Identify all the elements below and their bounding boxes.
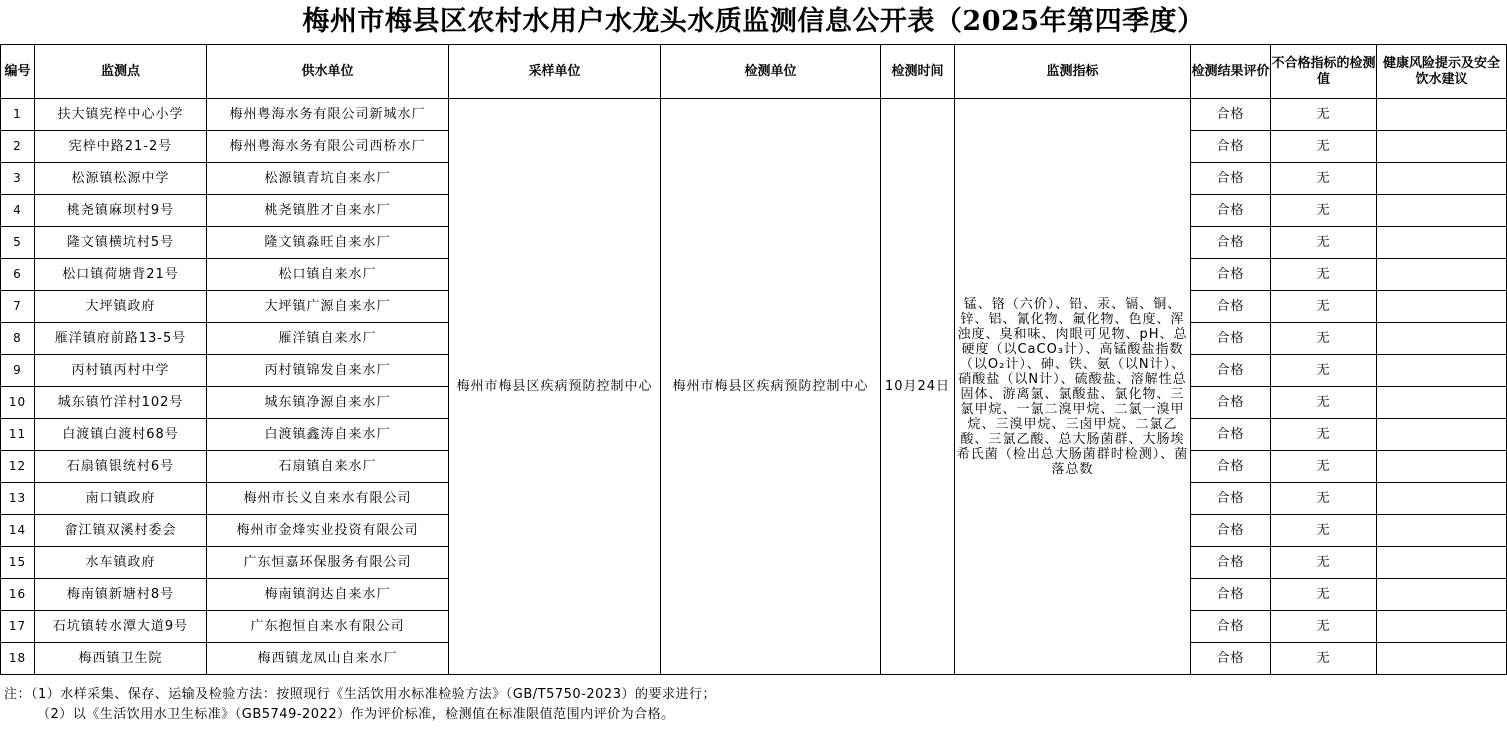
water-supplier: 桃尧镇胜才自来水厂 xyxy=(207,195,449,227)
result-evaluation: 合格 xyxy=(1191,419,1271,451)
row-number: 4 xyxy=(1,195,35,227)
result-evaluation: 合格 xyxy=(1191,227,1271,259)
footnote-2 xyxy=(4,705,1504,725)
result-evaluation: 合格 xyxy=(1191,195,1271,227)
result-evaluation: 合格 xyxy=(1191,451,1271,483)
unqualified-value: 无 xyxy=(1271,451,1377,483)
header-supplier: 供水单位 xyxy=(207,45,449,99)
water-supplier: 梅南镇润达自来水厂 xyxy=(207,579,449,611)
header-tester: 检测单位 xyxy=(661,45,881,99)
unqualified-value: 无 xyxy=(1271,515,1377,547)
monitoring-site: 隆文镇横坑村5号 xyxy=(35,227,207,259)
row-number: 3 xyxy=(1,163,35,195)
unqualified-value: 无 xyxy=(1271,131,1377,163)
header-unqualified: 不合格指标的检测值 xyxy=(1271,45,1377,99)
result-evaluation: 合格 xyxy=(1191,579,1271,611)
row-number: 2 xyxy=(1,131,35,163)
unqualified-value: 无 xyxy=(1271,611,1377,643)
water-supplier: 松口镇自来水厂 xyxy=(207,259,449,291)
row-number: 1 xyxy=(1,99,35,131)
testing-date: 10月24日 xyxy=(881,99,955,675)
monitoring-table xyxy=(0,44,1507,675)
health-advice xyxy=(1377,419,1507,451)
header-no: 编号 xyxy=(1,45,35,99)
unqualified-value: 无 xyxy=(1271,163,1377,195)
result-evaluation: 合格 xyxy=(1191,291,1271,323)
health-advice xyxy=(1377,451,1507,483)
health-advice xyxy=(1377,195,1507,227)
row-number: 7 xyxy=(1,291,35,323)
health-advice xyxy=(1377,323,1507,355)
result-evaluation: 合格 xyxy=(1191,163,1271,195)
footnote-text-1: （1）水样采集、保存、运输及检验方法：按照现行《生活饮用水标准检验方法》（GB/T5750-2023）的要求进行； xyxy=(31,687,716,702)
monitoring-site: 南口镇政府 xyxy=(35,483,207,515)
result-evaluation: 合格 xyxy=(1191,323,1271,355)
water-supplier: 石扇镇自来水厂 xyxy=(207,451,449,483)
header-advice: 健康风险提示及安全饮水建议 xyxy=(1377,45,1507,99)
header-row xyxy=(1,45,1507,99)
footnote-1 xyxy=(4,685,1504,705)
result-evaluation: 合格 xyxy=(1191,611,1271,643)
water-supplier: 白渡镇鑫涛自来水厂 xyxy=(207,419,449,451)
table-body xyxy=(1,99,1507,675)
row-number: 6 xyxy=(1,259,35,291)
health-advice xyxy=(1377,579,1507,611)
monitoring-site: 扶大镇宪梓中心小学 xyxy=(35,99,207,131)
monitoring-site: 桃尧镇麻坝村9号 xyxy=(35,195,207,227)
water-supplier: 梅州粤海水务有限公司西桥水厂 xyxy=(207,131,449,163)
row-number: 13 xyxy=(1,483,35,515)
page-title: 梅州市梅县区农村水用户水龙头水质监测信息公开表（2025年第四季度） xyxy=(302,6,1205,37)
water-supplier: 雁洋镇自来水厂 xyxy=(207,323,449,355)
water-supplier: 松源镇青坑自来水厂 xyxy=(207,163,449,195)
monitoring-site: 白渡镇白渡村68号 xyxy=(35,419,207,451)
unqualified-value: 无 xyxy=(1271,483,1377,515)
unqualified-value: 无 xyxy=(1271,387,1377,419)
header-indicators: 监测指标 xyxy=(955,45,1191,99)
health-advice xyxy=(1377,483,1507,515)
monitoring-site: 石扇镇银统村6号 xyxy=(35,451,207,483)
row-number: 8 xyxy=(1,323,35,355)
footnote-prefix: 注： xyxy=(4,687,32,702)
header-time: 检测时间 xyxy=(881,45,955,99)
monitoring-site: 城东镇竹洋村102号 xyxy=(35,387,207,419)
footnotes xyxy=(4,685,1504,725)
row-number: 16 xyxy=(1,579,35,611)
row-number: 5 xyxy=(1,227,35,259)
row-number: 12 xyxy=(1,451,35,483)
health-advice xyxy=(1377,259,1507,291)
row-number: 9 xyxy=(1,355,35,387)
header-site: 监测点 xyxy=(35,45,207,99)
monitoring-site: 雁洋镇府前路13-5号 xyxy=(35,323,207,355)
water-supplier: 城东镇净源自来水厂 xyxy=(207,387,449,419)
health-advice xyxy=(1377,547,1507,579)
row-number: 11 xyxy=(1,419,35,451)
monitoring-site: 畲江镇双溪村委会 xyxy=(35,515,207,547)
table-row xyxy=(1,99,1507,131)
result-evaluation: 合格 xyxy=(1191,643,1271,675)
unqualified-value: 无 xyxy=(1271,643,1377,675)
row-number: 10 xyxy=(1,387,35,419)
unqualified-value: 无 xyxy=(1271,195,1377,227)
result-evaluation: 合格 xyxy=(1191,515,1271,547)
water-supplier: 梅州粤海水务有限公司新城水厂 xyxy=(207,99,449,131)
result-evaluation: 合格 xyxy=(1191,387,1271,419)
unqualified-value: 无 xyxy=(1271,99,1377,131)
row-number: 17 xyxy=(1,611,35,643)
result-evaluation: 合格 xyxy=(1191,131,1271,163)
testing-unit: 梅州市梅县区疾病预防控制中心 xyxy=(661,99,881,675)
header-result: 检测结果评价 xyxy=(1191,45,1271,99)
result-evaluation: 合格 xyxy=(1191,355,1271,387)
water-supplier: 大坪镇广源自来水厂 xyxy=(207,291,449,323)
monitoring-site: 丙村镇丙村中学 xyxy=(35,355,207,387)
water-supplier: 广东恒嘉环保服务有限公司 xyxy=(207,547,449,579)
monitoring-site: 梅西镇卫生院 xyxy=(35,643,207,675)
unqualified-value: 无 xyxy=(1271,259,1377,291)
health-advice xyxy=(1377,99,1507,131)
result-evaluation: 合格 xyxy=(1191,483,1271,515)
monitoring-site: 石坑镇转水潭大道9号 xyxy=(35,611,207,643)
monitoring-site: 大坪镇政府 xyxy=(35,291,207,323)
monitoring-site: 松口镇荷塘背21号 xyxy=(35,259,207,291)
footnote-text-2: （2）以《生活饮用水卫生标准》（GB5749-2022）作为评价标准，检测值在标准限值范围内评价为合格。 xyxy=(37,707,675,722)
sampling-unit: 梅州市梅县区疾病预防控制中心 xyxy=(449,99,661,675)
health-advice xyxy=(1377,515,1507,547)
health-advice xyxy=(1377,643,1507,675)
monitoring-site: 宪梓中路21-2号 xyxy=(35,131,207,163)
unqualified-value: 无 xyxy=(1271,323,1377,355)
unqualified-value: 无 xyxy=(1271,547,1377,579)
health-advice xyxy=(1377,291,1507,323)
unqualified-value: 无 xyxy=(1271,419,1377,451)
health-advice xyxy=(1377,227,1507,259)
health-advice xyxy=(1377,163,1507,195)
result-evaluation: 合格 xyxy=(1191,99,1271,131)
water-supplier: 丙村镇锦发自来水厂 xyxy=(207,355,449,387)
row-number: 15 xyxy=(1,547,35,579)
water-supplier: 隆文镇淼旺自来水厂 xyxy=(207,227,449,259)
unqualified-value: 无 xyxy=(1271,355,1377,387)
health-advice xyxy=(1377,387,1507,419)
health-advice xyxy=(1377,131,1507,163)
water-supplier: 梅西镇龙凤山自来水厂 xyxy=(207,643,449,675)
water-supplier: 梅州市长义自来水有限公司 xyxy=(207,483,449,515)
result-evaluation: 合格 xyxy=(1191,547,1271,579)
monitoring-indicators: 锰、铬（六价）、铅、汞、镉、铜、锌、铝、氰化物、氟化物、色度、浑浊度、臭和味、肉眼可见物、pH、总硬度（以CaCO₃计）、高锰酸盐指数（以O₂计）、砷、铁、氨（以N计）、硝酸盐（以N计）、硫酸盐、溶解性总固体、游离氯、氯酸盐、氯化物、三氯甲烷、一氯二溴甲烷、二氯一溴甲烷、三溴甲烷、三卤甲烷、二氯乙酸、三氯乙酸、总大肠菌群、大肠埃希氏菌（检出总大肠菌群时检测）、菌落总数 xyxy=(955,99,1191,675)
unqualified-value: 无 xyxy=(1271,579,1377,611)
health-advice xyxy=(1377,355,1507,387)
monitoring-site: 松源镇松源中学 xyxy=(35,163,207,195)
water-supplier: 广东抱恒自来水有限公司 xyxy=(207,611,449,643)
header-sampler: 采样单位 xyxy=(449,45,661,99)
result-evaluation: 合格 xyxy=(1191,259,1271,291)
row-number: 14 xyxy=(1,515,35,547)
health-advice xyxy=(1377,611,1507,643)
monitoring-site: 水车镇政府 xyxy=(35,547,207,579)
unqualified-value: 无 xyxy=(1271,227,1377,259)
unqualified-value: 无 xyxy=(1271,291,1377,323)
monitoring-site: 梅南镇新塘村8号 xyxy=(35,579,207,611)
water-supplier: 梅州市金烽实业投资有限公司 xyxy=(207,515,449,547)
row-number: 18 xyxy=(1,643,35,675)
